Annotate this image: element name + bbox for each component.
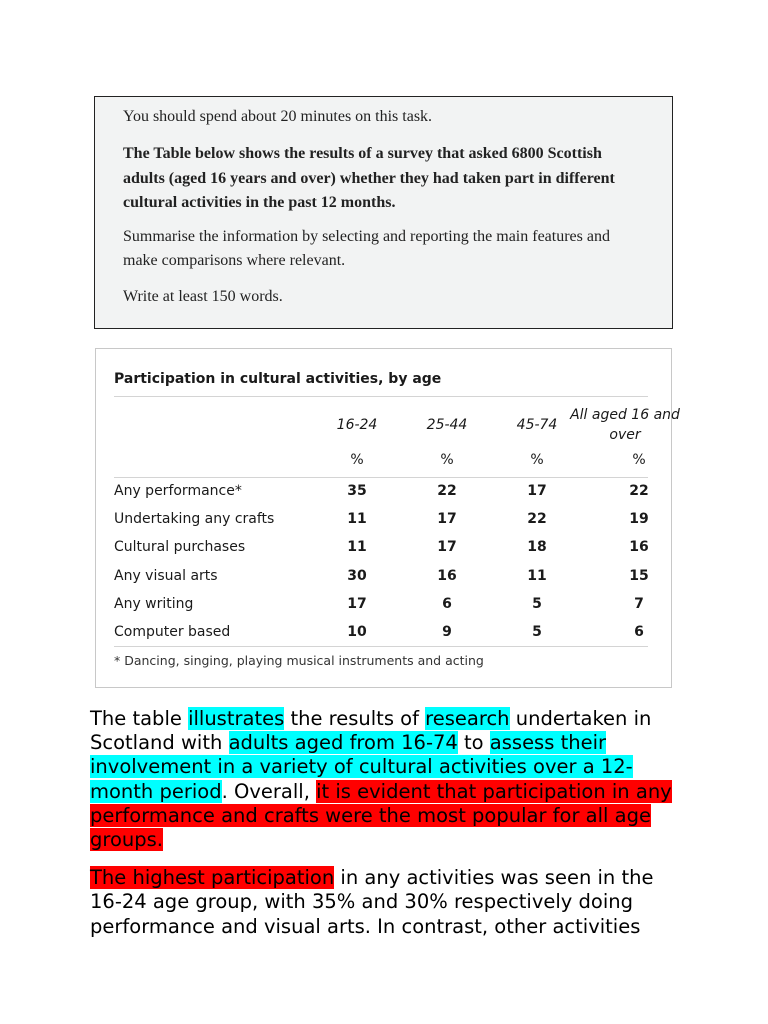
highlighted-phrase: illustrates xyxy=(188,707,285,730)
task-word-limit: Write at least 150 words. xyxy=(123,287,283,305)
table-cell: 7 xyxy=(634,596,644,612)
essay-text-segment: to xyxy=(457,731,490,755)
table-cell: 17 xyxy=(437,511,457,527)
table-cell: 19 xyxy=(629,511,649,527)
essay-text-segment: The table xyxy=(90,707,189,730)
table-cell: 16 xyxy=(629,539,649,555)
table-cell: 11 xyxy=(347,539,367,555)
table-cell: 16 xyxy=(437,568,457,584)
column-header-16-24: 16-24 xyxy=(336,417,378,433)
essay-text-segment: the results of xyxy=(284,707,426,730)
table-row-label: Cultural purchases xyxy=(114,539,246,555)
table-cell: 6 xyxy=(634,624,644,640)
table-divider xyxy=(114,646,648,647)
highlighted-phrase: it is evident that participation in any performance and crafts were the most popular for all age groups. xyxy=(90,779,672,852)
highlighted-phrase: assess their involvement in a variety of cultural activities over a 12-month period xyxy=(90,731,633,803)
highlighted-phrase: The highest participation xyxy=(90,866,335,890)
table-cell: 18 xyxy=(527,539,547,555)
unit-label: % xyxy=(440,452,454,468)
table-cell: 17 xyxy=(437,539,457,555)
table-divider xyxy=(114,396,648,397)
task-intro: You should spend about 20 minutes on this task. xyxy=(123,108,433,125)
participation-table xyxy=(95,348,680,688)
table-cell: 35 xyxy=(347,483,367,499)
table-row-label: Any writing xyxy=(114,596,194,612)
unit-label: % xyxy=(530,452,544,468)
unit-label: % xyxy=(632,452,646,468)
essay-text-segment: undertaken in Scotland with xyxy=(90,707,652,755)
table-cell: 22 xyxy=(527,511,547,527)
table-cell: 11 xyxy=(527,568,547,584)
table-cell: 22 xyxy=(629,483,649,499)
table-row-label: Any visual arts xyxy=(114,568,218,584)
table-row-label: Computer based xyxy=(114,624,231,640)
table-cell: 17 xyxy=(347,596,367,612)
task-question: The Table below shows the results of a survey that asked 6800 Scottish adults (aged 16 years and over) whether they had taken part in different cultural activities in the past 12 months. xyxy=(123,145,615,211)
table-cell: 5 xyxy=(532,596,542,612)
table-cell: 30 xyxy=(347,568,367,584)
unit-label: % xyxy=(350,452,364,468)
essay-text-segment: . Overall, xyxy=(221,779,317,803)
table-cell: 10 xyxy=(347,624,367,640)
column-header-25-44: 25-44 xyxy=(426,417,468,433)
table-row-label: Any performance* xyxy=(114,483,242,499)
highlighted-phrase: adults aged from 16-74 xyxy=(228,731,458,755)
table-cell: 5 xyxy=(532,624,542,640)
table-divider xyxy=(114,477,648,478)
table-cell: 17 xyxy=(527,483,547,499)
column-header-45-74: 45-74 xyxy=(516,417,558,433)
task-instruction: Summarise the information by selecting and reporting the main features and make comparisons where relevant. xyxy=(123,227,610,269)
task-prompt-box xyxy=(94,96,673,329)
essay-text-segment: in any activities was seen in the 16-24 age group, with 35% and 30% respectively doing performance and visual arts. In contrast, other activities xyxy=(90,866,654,938)
table-cell: 6 xyxy=(442,596,452,612)
table-footnote: * Dancing, singing, playing musical instruments and acting xyxy=(114,653,484,668)
table-cell: 9 xyxy=(442,624,452,640)
table-title: Participation in cultural activities, by age xyxy=(114,371,442,387)
essay-paragraph-2 xyxy=(90,866,690,939)
table-cell: 15 xyxy=(629,568,649,584)
table-cell: 11 xyxy=(347,511,367,527)
table-cell: 22 xyxy=(437,483,457,499)
table-row-label: Undertaking any crafts xyxy=(114,511,275,527)
column-header-all-aged: All aged 16 and over xyxy=(570,407,680,443)
highlighted-phrase: research xyxy=(425,707,510,730)
essay-paragraph-1 xyxy=(90,707,690,852)
essay-text xyxy=(90,707,690,939)
